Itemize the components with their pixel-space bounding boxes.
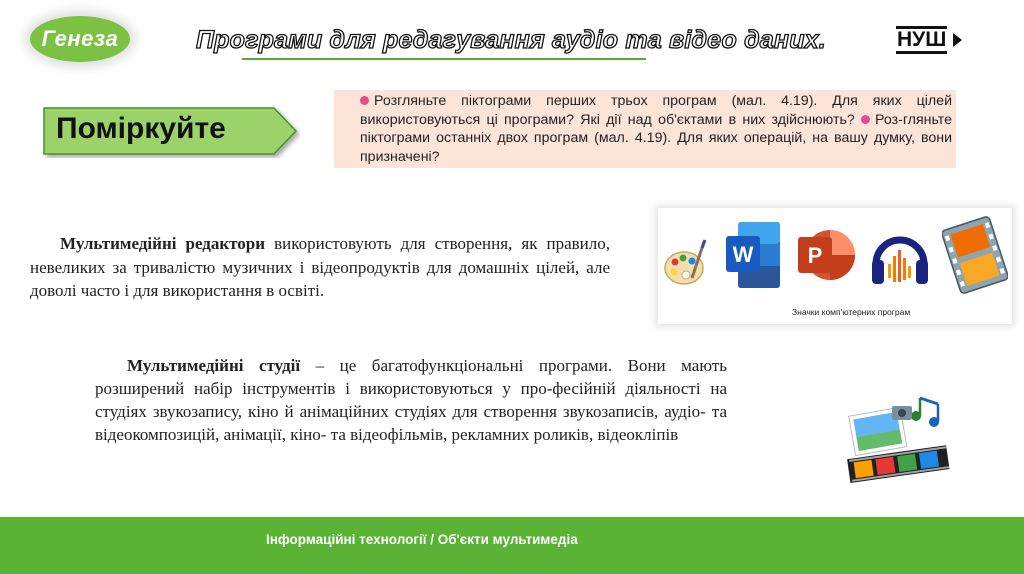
think-callout [42,104,300,158]
nush-badge [896,24,962,56]
bullet-icon [861,115,870,124]
paragraph-1-text: використовують для створення, як правило, невеликих за тривалістю музичних і відеопродуктів для домашніх цілей, але доволі часто і для використання в освіті. [30,234,610,300]
page-title: Програми для редагування аудіо та відео даних. [196,26,826,54]
question-sentence-2: Роз-гляньте піктограми останніх двох програм (мал. 4.19). Для яких операцій, на вашу думку, вони призначені? [360,111,952,165]
play-arrow-icon [953,33,962,47]
logo-text: Генеза [41,26,119,51]
nush-badge-text: НУШ [896,26,947,54]
multimedia-studio-icon [846,392,952,484]
footer-bar [0,517,1024,574]
audition-icon [868,220,932,292]
powerpoint-letter: P [807,243,823,268]
bullet-icon [360,96,369,105]
paragraph-multimedia-studios [95,354,727,446]
powerpoint-icon [796,218,856,292]
paint-palette-icon [662,238,708,290]
word-letter: W [732,242,754,267]
genesa-logo [30,16,130,62]
question-sentence-1: Розгляньте піктограми перших трьох програм (мал. 4.19). Для яких цілей використовуються ці програми? Які дії над об'єктами в них здійснюють? [360,93,952,128]
paragraph-multimedia-editors [30,232,610,303]
paragraph-2-text: – це багатофункціональні програми. Вони мають розширений набір інструментів і використовуються у про-фесійній діяльності на студіях звукозапису, кіно й анімаційних студіях для створення звукозаписів, аудіо- та відеокомпозицій, анімації, кіно- та відеофільмів, рекламних роликів, відеокліпів [95,356,728,444]
term-studios: Мультимедійні студії [127,356,301,375]
title-underline [242,58,646,60]
term-editors: Мультимедійні редактори [60,234,266,253]
think-label: Поміркуйте [56,112,226,145]
program-icons-panel [658,208,1012,324]
question-box [334,90,956,168]
icons-caption: Значки комп'ютерних програм [792,307,911,317]
movie-maker-icon [942,216,1008,294]
word-icon [724,218,782,292]
footer-text: Інформаційні технології / Об'єкти мультимедіа [266,532,578,547]
